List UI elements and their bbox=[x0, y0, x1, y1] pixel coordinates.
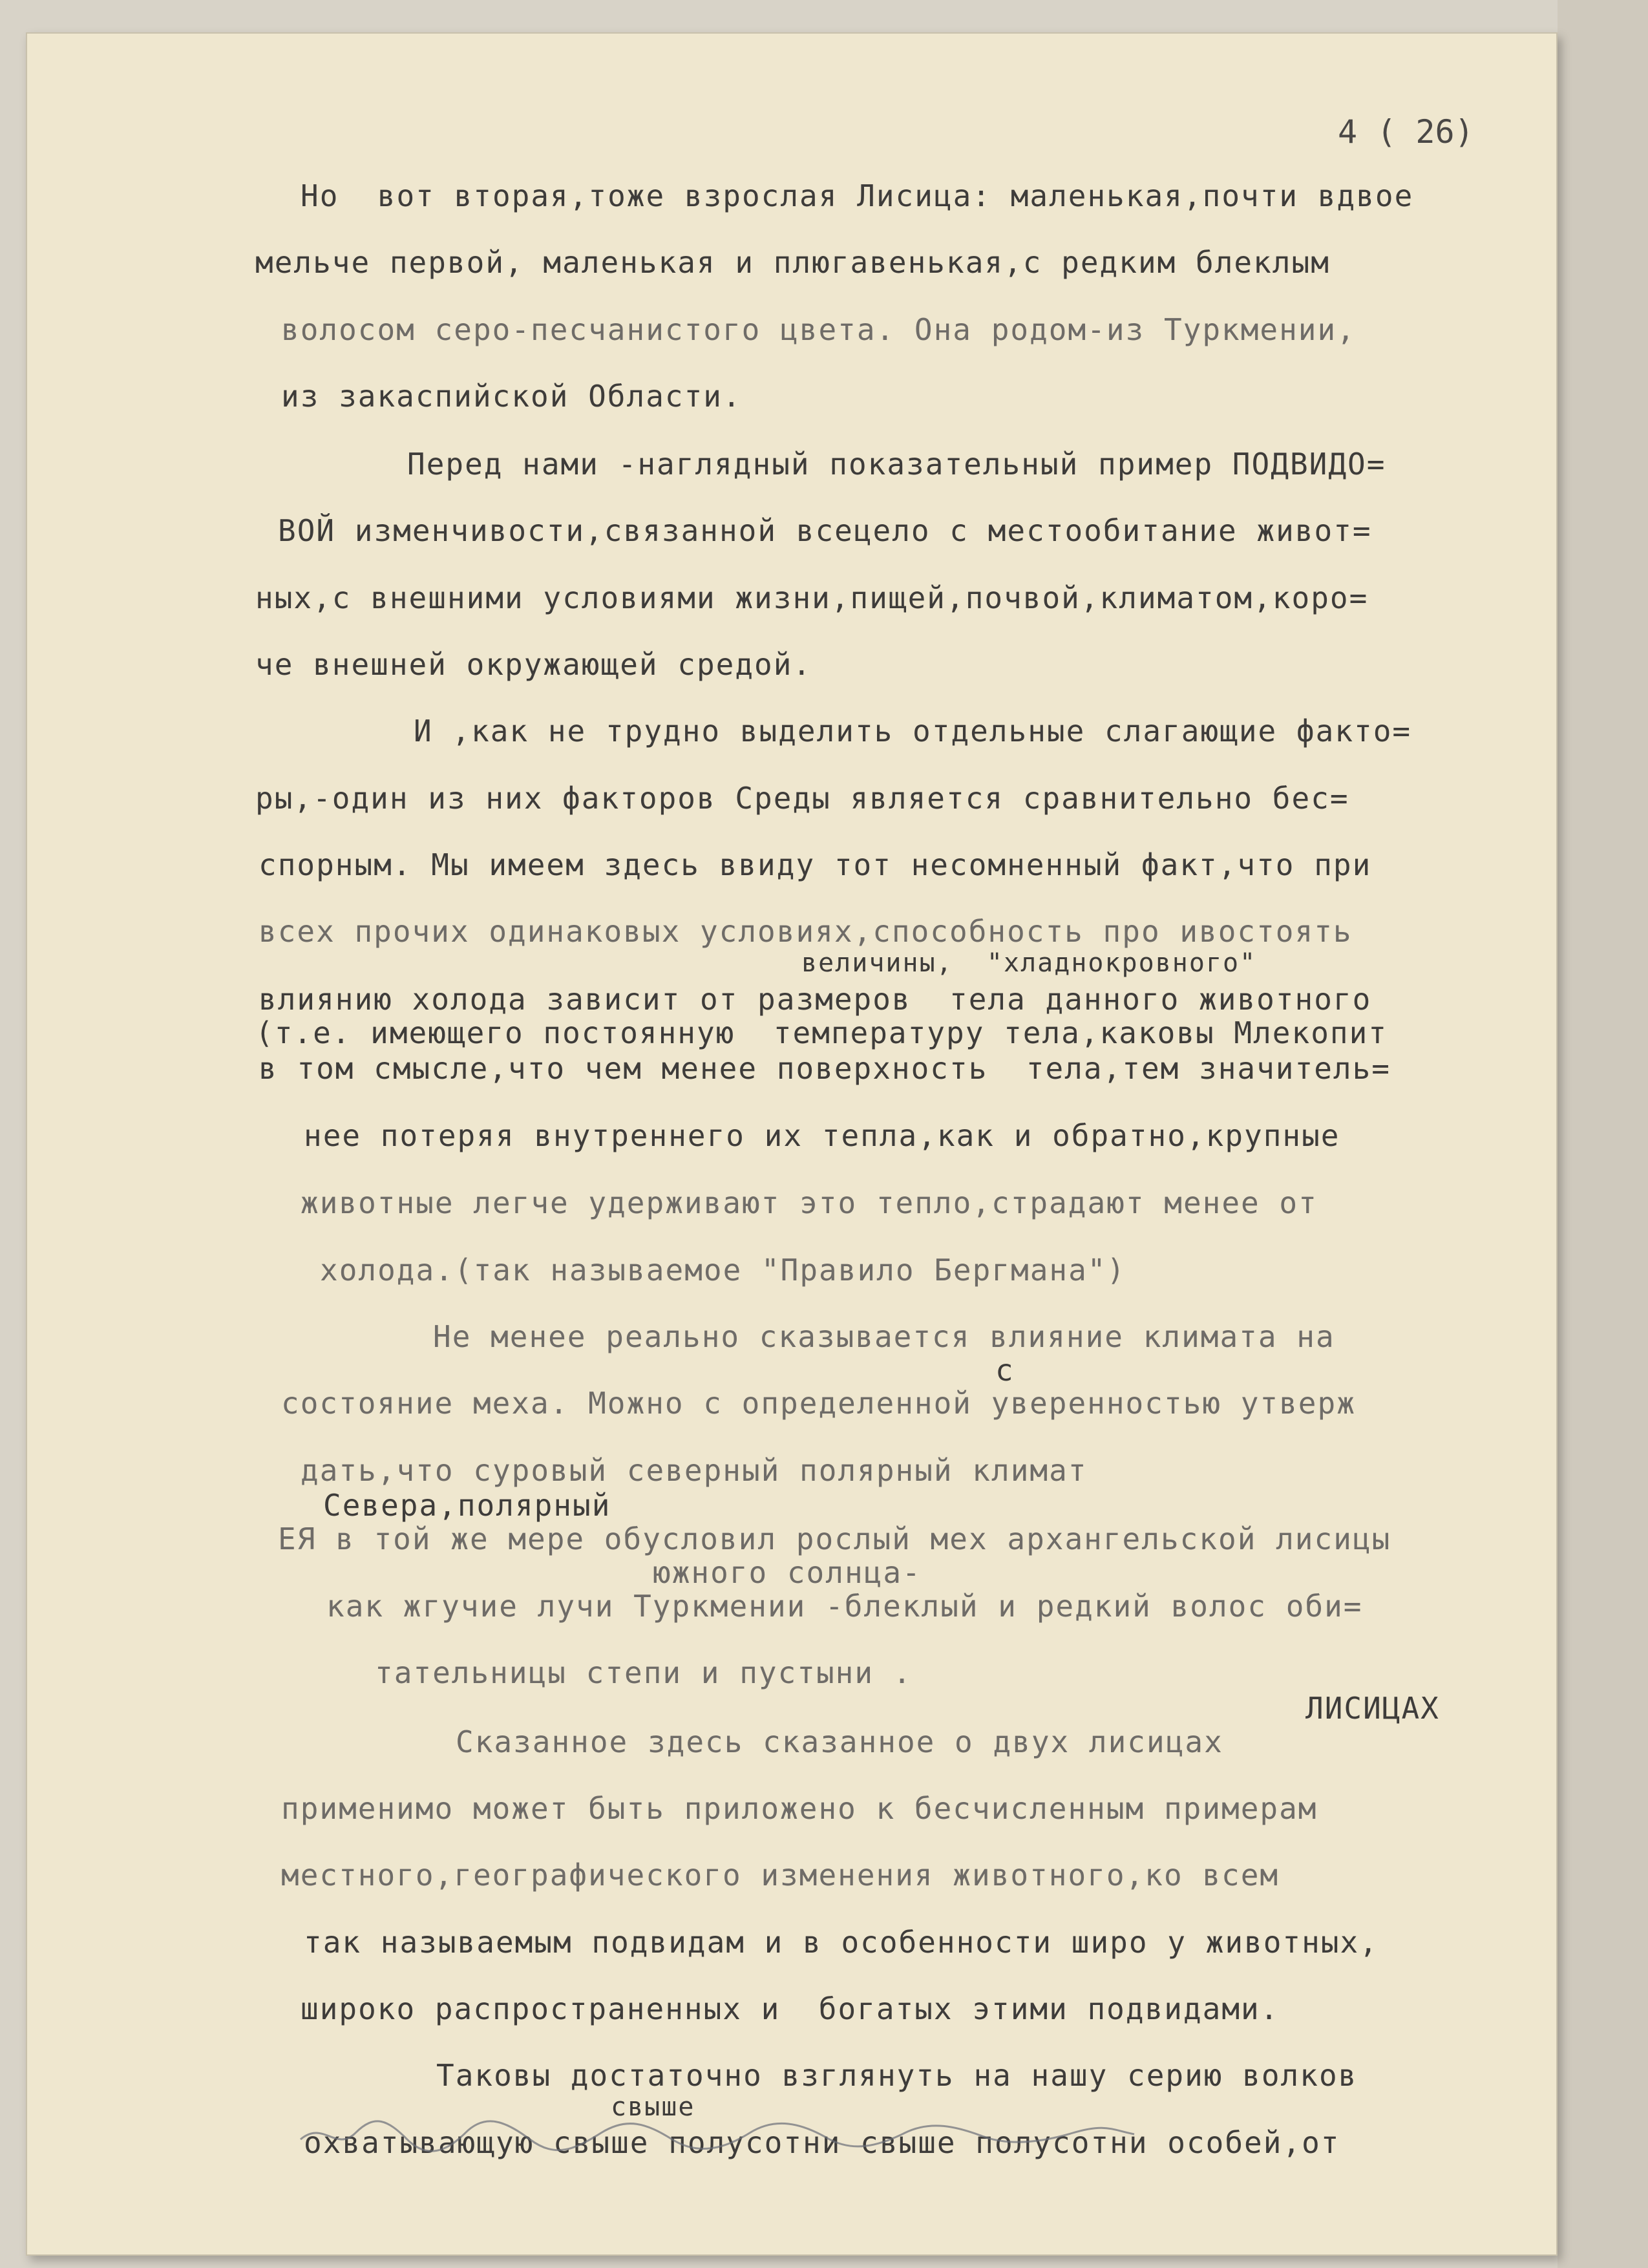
text-line: так называемым подвидам и в особенности широ у животных, bbox=[304, 1925, 1379, 1960]
text-line: тательницы степи и пустыни . bbox=[375, 1655, 913, 1690]
handwritten-scribble bbox=[297, 2107, 1137, 2159]
text-line: из закаспийской Области. bbox=[281, 379, 742, 414]
text-line: дать,что суровый северный полярный климат bbox=[301, 1453, 1088, 1488]
text-line: охватывающую свыше полусотни свыше полусотни особей,от bbox=[304, 2125, 1340, 2160]
text-line: волосом серо-песчанистого цвета. Она родом-из Туркмении, bbox=[281, 312, 1356, 347]
interlinear-insertion: южного солнца- bbox=[653, 1555, 922, 1590]
text-line: Не менее реально сказывается влияние климата на bbox=[433, 1319, 1335, 1354]
text-line: ЕЯ в той же мере обусловил рослый мех архангельской лисицы bbox=[278, 1521, 1391, 1556]
page-number: 4 ( 26) bbox=[1338, 113, 1474, 151]
text-line: нее потеряя внутреннего их тепла,как и обратно,крупные bbox=[304, 1118, 1340, 1153]
text-line: че внешней окружающей средой. bbox=[255, 647, 812, 682]
text-line: (т.е. имеющего постоянную температуру тела,каковы Млекопит bbox=[255, 1015, 1388, 1050]
text-line: как жгучие лучи Туркмении -блеклый и редкий волос оби= bbox=[326, 1589, 1363, 1624]
interlinear-insertion: с bbox=[995, 1353, 1015, 1388]
text-line: в том смысле,что чем менее поверхность тела,тем значитель= bbox=[259, 1051, 1391, 1086]
text-line: местного,географического изменения животного,ко всем bbox=[281, 1858, 1280, 1892]
text-line: Таковы достаточно взглянуть на нашу серию волков bbox=[436, 2058, 1358, 2093]
text-line: И ,как не трудно выделить отдельные слагающие факто= bbox=[414, 714, 1412, 748]
text-line: холода.(так называемое "Правило Бергмана") bbox=[320, 1253, 1126, 1288]
text-line: животные легче удерживают это тепло,страдают менее от bbox=[301, 1185, 1318, 1220]
text-line: ры,-один из них факторов Среды является сравнительно бес= bbox=[255, 781, 1349, 816]
text-line: широко распространенных и богатых этими подвидами. bbox=[301, 1991, 1280, 2026]
text-line: Перед нами -наглядный показательный пример ПОДВИДО= bbox=[407, 447, 1386, 482]
text-line: состояние меха. Можно с определенной уверенностью утверж bbox=[281, 1386, 1356, 1421]
text-line: применимо может быть приложено к бесчисленным примерам bbox=[281, 1791, 1318, 1826]
text-line: мельче первой, маленькая и плюгавенькая,с редким блеклым bbox=[255, 245, 1330, 280]
text-line: спорным. Мы имеем здесь ввиду тот несомненный факт,что при bbox=[259, 847, 1372, 882]
background-edge bbox=[1558, 0, 1648, 2268]
interlinear-insertion: свыше bbox=[611, 2092, 695, 2122]
text-line: всех прочих одинаковых условиях,способность про ивостоять bbox=[259, 914, 1353, 949]
text-line: ВОЙ изменчивости,связанной всецело с местообитание живот= bbox=[278, 513, 1372, 548]
text-line: Но вот вторая,тоже взрослая Лисица: маленькая,почти вдвое bbox=[301, 178, 1414, 213]
interlinear-insertion: величины, "хладнокровного" bbox=[801, 948, 1257, 978]
document-page bbox=[26, 32, 1558, 2256]
text-line: влиянию холода зависит от размеров тела данного животного bbox=[259, 982, 1372, 1017]
interlinear-insertion: Севера,полярный bbox=[323, 1488, 611, 1523]
text-line: Сказанное здесь сказанное о двух лисицах bbox=[456, 1724, 1223, 1759]
text-line: ных,с внешними условиями жизни,пищей,почвой,климатом,коро= bbox=[255, 580, 1369, 615]
interlinear-insertion: ЛИСИЦАХ bbox=[1305, 1691, 1440, 1726]
